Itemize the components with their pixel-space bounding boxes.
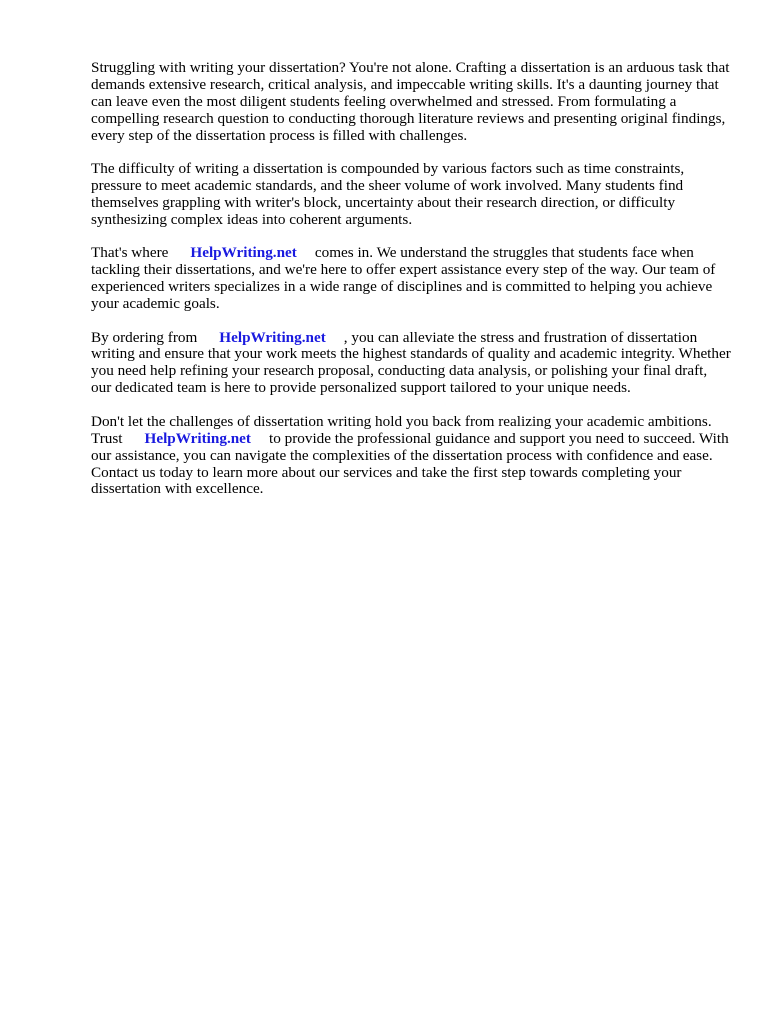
paragraph-closing: [91, 414, 731, 499]
helpwriting-link[interactable]: HelpWriting.net: [190, 244, 297, 262]
paragraph-text-before-link: That's where: [91, 244, 169, 262]
paragraph-text-after-link: , you can alleviate the stress and frustration of dissertation writing and ensure that your work meets the highest standards of quality and academic integrity. Whether you need help refining your research proposal, conducting data analysis, or polishing your final draft, our dedicated team is here to provide personalized support tailored to your unique needs.: [91, 328, 731, 397]
paragraph-difficulty: The difficulty of writing a dissertation is compounded by various factors such as time constraints, pressure to meet academic standards, and the sheer volume of work involved. Many students find themselves grappling with writer's block, uncertainty about their research direction, or difficulty synthesizing complex ideas into coherent arguments.: [91, 160, 685, 228]
helpwriting-link[interactable]: HelpWriting.net: [144, 429, 251, 447]
helpwriting-link[interactable]: HelpWriting.net: [219, 328, 326, 346]
paragraph-text-after-link: to provide the professional guidance and support you need to succeed. With our assistance, you can navigate the complexities of the dissertation process with confidence and ease. Contact us today to learn more about our services and take the first step towards completing your dissertation with excellence.: [91, 429, 729, 498]
paragraph-text-after-link: comes in. We understand the struggles that students face when tackling their dissertations, and we're here to offer expert assistance every step of the way. Our team of experienced writers specializes in a wide range of disciplines and is committed to helping you achieve your academic goals.: [91, 244, 716, 313]
paragraph-thats-where: [91, 245, 731, 313]
paragraph-text-before-link: Don't let the challenges of dissertation writing hold you back from realizing your academic ambitions. Trust: [91, 412, 712, 447]
paragraph-intro: Struggling with writing your dissertation? You're not alone. Crafting a dissertation is an arduous task that demands extensive research, critical analysis, and impeccable writing skills. It's a daunting journey that can leave even the most diligent students feeling overwhelmed and stressed. From formulating a compelling research question to conducting thorough literature reviews and presenting original findings, every step of the dissertation process is filled with challenges.: [91, 59, 730, 144]
paragraph-by-ordering: [91, 330, 731, 398]
document-body: [91, 60, 731, 515]
paragraph-text-before-link: By ordering from: [91, 328, 198, 346]
